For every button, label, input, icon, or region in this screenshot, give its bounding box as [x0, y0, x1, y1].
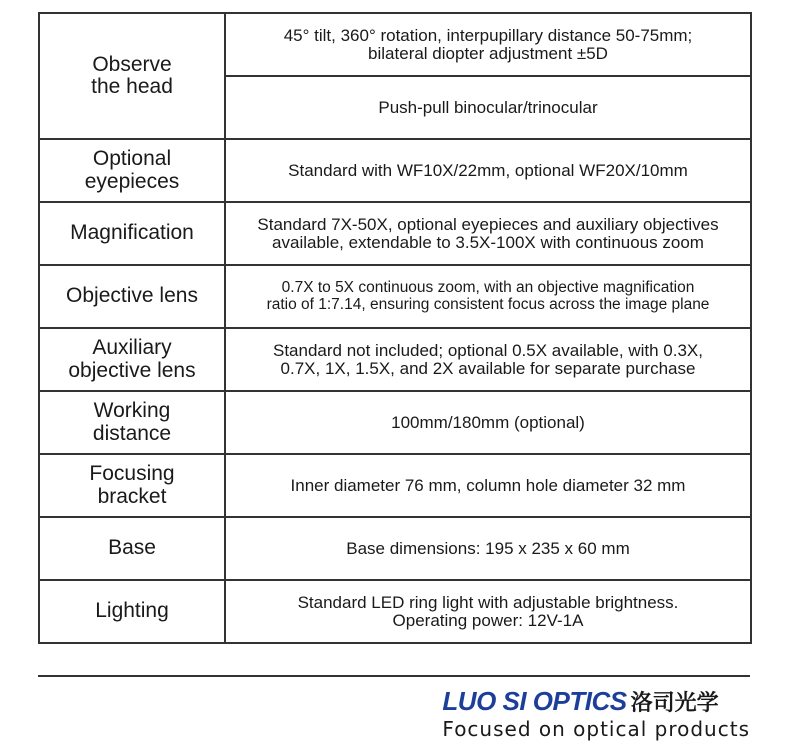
label-line: Observe: [92, 52, 172, 76]
value-line: Standard with WF10X/22mm, optional WF20X/10mm: [288, 160, 688, 180]
spec-label-observe-head: [39, 13, 225, 139]
label-line: Focusing: [89, 462, 175, 486]
label-line: Objective lens: [66, 284, 198, 308]
spec-label-auxiliary-objective: [39, 328, 225, 391]
table-row: [39, 13, 751, 76]
spec-value-magnification: [225, 202, 751, 265]
label-line: Working: [93, 399, 171, 423]
table-row: [39, 139, 751, 202]
footer-divider: [38, 675, 750, 677]
table-row: [39, 328, 751, 391]
value-line: 100mm/180mm (optional): [391, 412, 585, 432]
value-line: Standard 7X-50X, optional eyepieces and auxiliary objectives: [257, 214, 719, 234]
table-row: [39, 517, 751, 580]
spec-label-objective-lens: [39, 265, 225, 328]
value-line: ratio of 1:7.14, ensuring consistent focus across the image plane: [266, 295, 710, 313]
spec-value-focusing-bracket: [225, 454, 751, 517]
spec-label-eyepieces: [39, 139, 225, 202]
label-line: the head: [91, 75, 173, 98]
brand-tagline: Focused on optical products: [442, 717, 750, 741]
label-line: Magnification: [70, 221, 194, 245]
value-line: 0.7X to 5X continuous zoom, with an objective magnification: [281, 279, 695, 297]
label-line: distance: [92, 421, 172, 445]
spec-label-base: [39, 517, 225, 580]
spec-label-lighting: [39, 580, 225, 643]
table-row: [39, 202, 751, 265]
table-row: [39, 391, 751, 454]
spec-value-lighting: [225, 580, 751, 643]
label-line: Lighting: [95, 599, 169, 623]
brand-name-cn: 洛司光学: [630, 691, 719, 716]
value-line: Standard not included; optional 0.5X available, with 0.3X,: [272, 340, 703, 360]
value-line: bilateral diopter adjustment ±5D: [368, 43, 608, 63]
value-line: Inner diameter 76 mm, column hole diameter 32 mm: [290, 475, 686, 495]
label-line: bracket: [97, 484, 167, 508]
value-line: Operating power: 12V-1A: [392, 610, 584, 630]
brand-logo: [442, 686, 750, 741]
label-line: eyepieces: [84, 169, 180, 193]
value-line: 45° tilt, 360° rotation, interpupillary distance 50-75mm;: [283, 25, 693, 45]
value-line: Standard LED ring light with adjustable brightness.: [297, 592, 679, 612]
spec-label-working-distance: [39, 391, 225, 454]
spec-label-magnification: [39, 202, 225, 265]
value-line: Push-pull binocular/trinocular: [378, 97, 598, 117]
table-row: [39, 454, 751, 517]
spec-label-focusing-bracket: [39, 454, 225, 517]
spec-value-base: [225, 517, 751, 580]
value-line: 0.7X, 1X, 1.5X, and 2X available for separate purchase: [280, 358, 696, 378]
value-line: Base dimensions: 195 x 235 x 60 mm: [346, 538, 630, 558]
brand-title-row: [442, 686, 750, 717]
label-line: Optional: [92, 147, 172, 171]
value-line: available, extendable to 3.5X-100X with continuous zoom: [272, 232, 704, 252]
spec-value-eyepieces: [225, 139, 751, 202]
spec-value-objective-lens: [225, 265, 751, 328]
spec-table: [38, 12, 752, 644]
brand-name: LUO SI OPTICS: [442, 686, 627, 716]
spec-value-observe-head-tilt: [225, 13, 751, 76]
label-line: Base: [108, 536, 156, 560]
spec-value-working-distance: [225, 391, 751, 454]
table-row: [39, 580, 751, 643]
label-line: Auxiliary: [92, 336, 172, 360]
label-line: objective lens: [68, 358, 196, 382]
spec-value-observe-head-type: [225, 76, 751, 139]
spec-value-auxiliary-objective: [225, 328, 751, 391]
table-row: [39, 265, 751, 328]
